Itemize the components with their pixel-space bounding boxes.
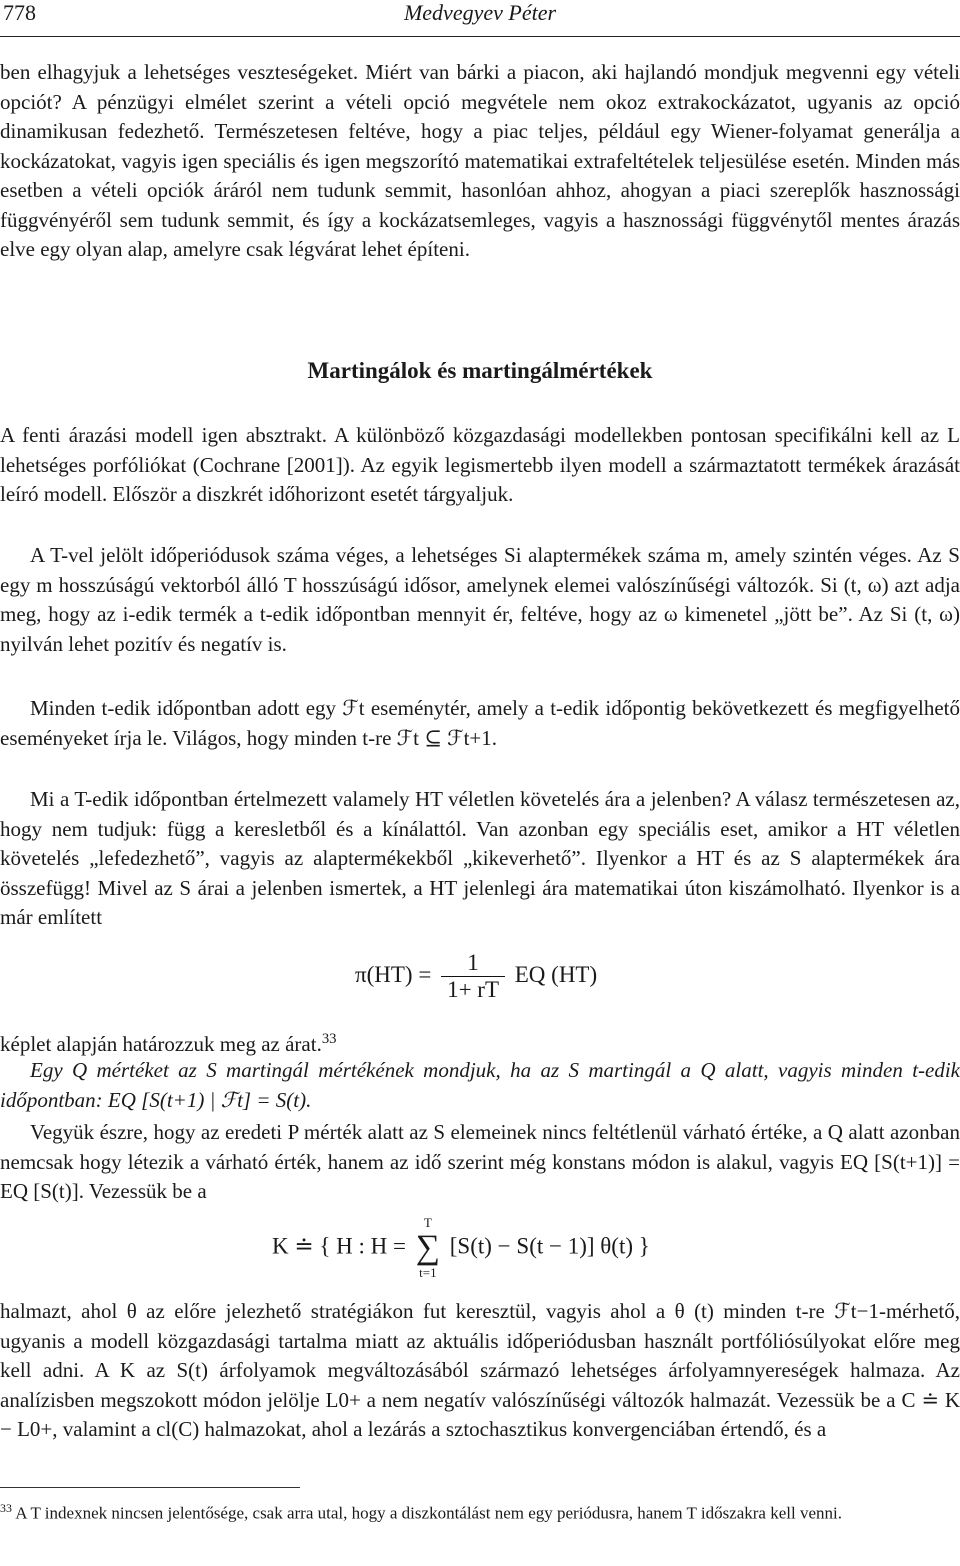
paragraph-intro: ben elhagyjuk a lehetséges veszteségeket. Miért van bárki a piacon, aki hajlandó mondjuk megvenni egy vételi opciót? A pénzügyi elmélet szerint a vételi opció megvétele nem okoz extrakockázatot, ugyanis az opció dinamikusan fedezhető. Természetesen feltéve, hogy a piac teljes, például egy Wiener-folyamat generálja a kockázatokat, vagyis igen speciális és igen megszorító matematikai extrafeltételek teljesülése esetén. Minden más esetben a vételi opciók áráról nem tudunk semmit, hasonlóan ahhoz, ahogyan a piaci szereplők hasznossági függvényéről sem tudunk semmit, és így a kockázatsemleges, vagyis a hasznossági függvénytől mentes árazás elve egy olyan alap, amelyre csak légvárat lehet építeni. bbox=[0, 60, 960, 261]
page-number: 778 bbox=[3, 0, 36, 25]
fraction-numerator: 1 bbox=[441, 950, 505, 977]
equation-price bbox=[355, 950, 597, 1003]
paragraph-gains: halmazt, ahol θ az előre jelezhető stratégiákon fut keresztül, vagyis ahol a θ (t) minden t-re ℱt−1-mérhető, ugyanis a modell közgazdasági tartalma miatt az aktuális időperiódusban használt portfóliósúlyokat előre meg kell adni. A K az S(t) árfolyamok megváltozásából származó lehetséges árfolyamnyereségek halmaza. Az analízisben megszokott módon jelölje L0+ a nem negatív valószínűségi változók halmazát. Vezessük be a C ≐ K − L0+, valamint a cl(C) halmazokat, ahol a lezárás a sztochasztikus konvergenciában értendő, és a bbox=[0, 1299, 960, 1441]
formula-note-text: képlet alapján határozzuk meg az árat. bbox=[0, 1032, 322, 1056]
equation-gains-rhs: [S(t) − S(t − 1)] θ(t) } bbox=[449, 1233, 650, 1259]
fraction-denominator: 1+ rT bbox=[447, 977, 499, 1002]
footnote-ref: 33 bbox=[321, 1031, 337, 1047]
sum-symbol: ∑ bbox=[415, 1229, 441, 1266]
section-title: Martingálok és martingálmértékek bbox=[307, 358, 653, 383]
equation-price-rhs: EQ (HT) bbox=[514, 961, 598, 987]
paragraph-filtration: Minden t-edik időpontban adott egy ℱt eseménytér, amely a t-edik időpontig bekövetkezett és megfigyelhető eseményeket írja le. Világos, hogy minden t-re ℱt ⊆ ℱt+1. bbox=[0, 696, 960, 750]
definition-martingale-measure: Egy Q mértéket az S martingál mértékének mondjuk, ha az S martingál a Q alatt, vagyis minden t-edik időpontban: EQ [S(t+1) | ℱt] = S(t). bbox=[0, 1058, 960, 1112]
equation-gains-set bbox=[272, 1215, 650, 1281]
footnote-mark: 33 bbox=[0, 1501, 12, 1515]
footnote bbox=[0, 1497, 960, 1525]
paragraph-periods: A T-vel jelölt időperiódusok száma véges, a lehetséges Si alaptermékek száma m, amely szintén véges. Az S egy m hosszúságú vektorból álló T hosszúságú idősor, amelynek elemei valószínűségi változók. Si (t, ω) azt adja meg, hogy az i-edik termék a t-edik időpontban mennyit ér, feltéve, hogy az ω kimenetel „jött be”. Az Si (t, ω) nyilván lehet pozitív és negatív is. bbox=[0, 543, 960, 656]
footnote-rule bbox=[0, 1487, 300, 1488]
footnote-text: A T indexnek nincsen jelentősége, csak arra utal, hogy a diszkontálást nem egy periódusra, hanem T időszakra kell venni. bbox=[15, 1503, 842, 1523]
paragraph-claim: Mi a T-edik időpontban értelmezett valamely HT véletlen követelés ára a jelenben? A válasz természetesen az, hogy nem tudjuk: függ a keresletből és a kínálattól. Van azonban egy speciális eset, amikor a HT véletlen követelés „lefedezhető”, vagyis az alaptermékekből „kikeverhető”. Ilyenkor a HT és az S alaptermékek ára összefügg! Mivel az S árai a jelenben ismertek, a HT jelenlegi ára matematikai úton kiszámolható. Ilyenkor is a már említett bbox=[0, 787, 960, 929]
equation-price-fraction bbox=[441, 950, 505, 1003]
sum-lower-limit: t=1 bbox=[419, 1265, 437, 1280]
sum-upper-limit: T bbox=[423, 1215, 432, 1230]
equation-gains-lhs: K ≐ { H : H = bbox=[272, 1233, 407, 1259]
paragraph-formula-note bbox=[0, 1025, 960, 1060]
running-header bbox=[0, 0, 960, 32]
equation-price-lhs: π(HT) = bbox=[355, 961, 432, 987]
paragraph-expectation: Vegyük észre, hogy az eredeti P mérték alatt az S elemeinek nincs feltétlenül várható értéke, a Q alatt azonban nemcsak hogy létezik a várható érték, hanem az idő szerint még konstans módon is alakul, vagyis EQ [S(t+1)] = EQ [S(t)]. Vezessük be a bbox=[0, 1120, 960, 1203]
paragraph-model: A fenti árazási modell igen absztrakt. A különböző közgazdasági modellekben pontosan specifikálni kell az L lehetséges porfóliókat (Cochrane [2001]). Az egyik legismertebb ilyen modell a származtatott termékek árazását leíró modell. Először a diszkrét időhorizont esetét tárgyaljuk. bbox=[0, 423, 960, 506]
summation bbox=[416, 1215, 440, 1281]
running-author: Medvegyev Péter bbox=[403, 0, 557, 25]
header-rule bbox=[0, 36, 960, 37]
